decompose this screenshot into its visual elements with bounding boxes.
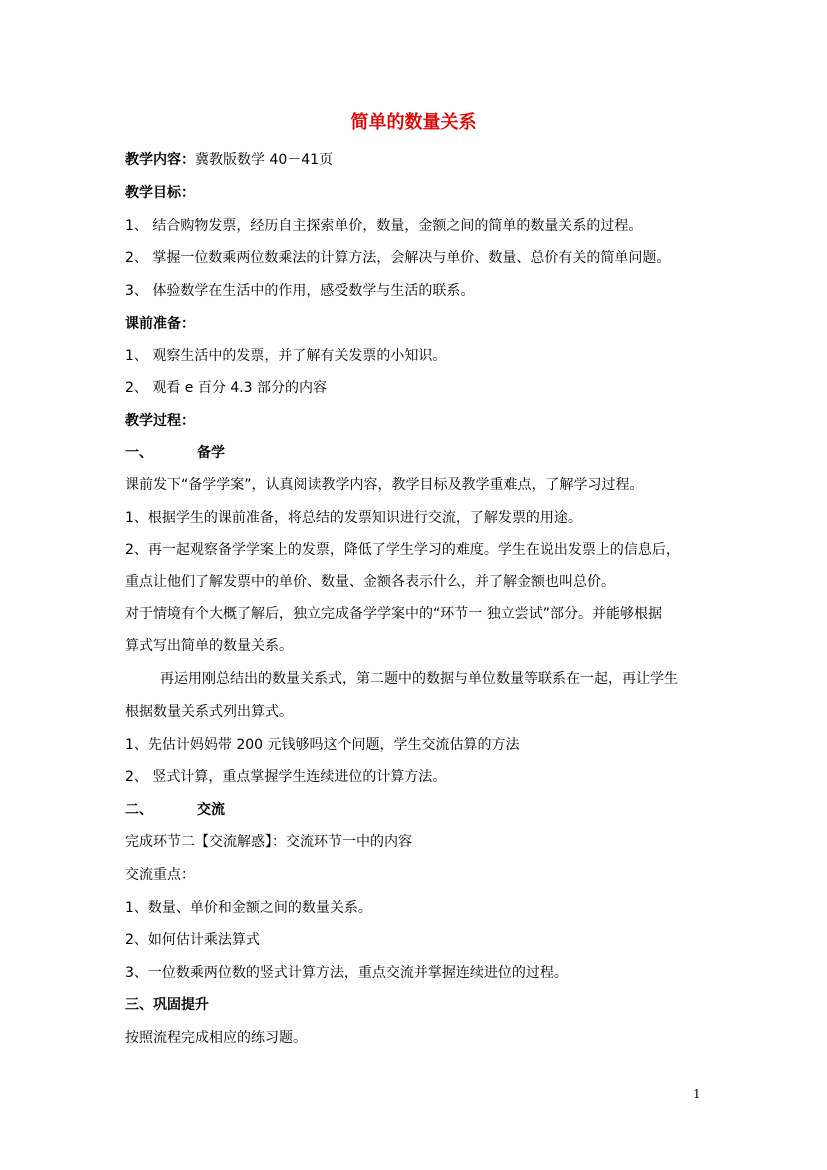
paragraph-line: 再运用刚总结出的数量关系式，第二题中的数据与单位数量等联系在一起，再让学生	[160, 671, 678, 687]
goal-item: 2、 掌握一位数乘两位数乘法的计算方法，会解决与单价、数量、总价有关的简单问题。	[125, 250, 671, 266]
paragraph-line: 完成环节二【交流解惑】：交流环节一中的内容	[125, 834, 412, 850]
process-heading: 教学过程：	[125, 413, 195, 429]
section1-title: 备学	[197, 445, 225, 461]
goals-heading: 教学目标：	[125, 185, 195, 201]
paragraph-line: 对于情境有个大概了解后，独立完成备学学案中的“环节一 独立尝试”部分。并能够根据	[125, 606, 662, 622]
prep-heading: 课前准备：	[125, 316, 195, 332]
paragraph-line: 2、如何估计乘法算式	[125, 932, 260, 948]
paragraph-line: 重点让他们了解发票中的单价、数量、金额各表示什么，并了解金额也叫总价。	[125, 574, 615, 590]
goal-item: 1、 结合购物发票，经历自主探索单价，数量，金额之间的简单的数量关系的过程。	[125, 218, 643, 234]
paragraph-line: 2、 竖式计算，重点掌握学生连续进位的计算方法。	[125, 769, 447, 785]
paragraph-line: 3、一位数乘两位数的竖式计算方法，重点交流并掌握连续进位的过程。	[125, 965, 568, 981]
section1-heading	[125, 443, 710, 463]
paragraph-line: 根据数量关系式列出算式。	[125, 704, 293, 720]
section2-heading	[125, 800, 710, 820]
goal-item: 3、 体验数学在生活中的作用，感受数学与生活的联系。	[125, 283, 475, 299]
paragraph-line: 1、数量、单价和金额之间的数量关系。	[125, 900, 372, 916]
paragraph-line: 1、根据学生的课前准备，将总结的发票知识进行交流，了解发票的用途。	[125, 510, 582, 526]
prep-item: 1、 观察生活中的发票，并了解有关发票的小知识。	[125, 348, 447, 364]
paragraph-line: 1、先估计妈妈带 200 元钱够吗这个问题，学生交流估算的方法	[125, 737, 520, 753]
paragraph-line: 交流重点：	[125, 867, 195, 883]
prep-item: 2、 观看 e 百分 4.3 部分的内容	[125, 380, 328, 396]
paragraph-line: 按照流程完成相应的练习题。	[125, 1030, 307, 1046]
paragraph-line: 算式写出简单的数量关系。	[125, 638, 293, 654]
paragraph-line: 课前发下“备学学案”，认真阅读教学内容，教学目标及教学重难点，了解学习过程。	[125, 477, 644, 493]
content-line	[125, 150, 710, 170]
section2-title: 交流	[197, 802, 225, 818]
section3-heading: 三、巩固提升	[125, 997, 209, 1013]
paragraph-line: 2、再一起观察备学学案上的发票，降低了学生学习的难度。学生在说出发票上的信息后，	[125, 542, 680, 558]
content-value: 冀教版数学 40－41页	[195, 152, 334, 168]
page-number: 1	[693, 1087, 701, 1101]
section1-number: 一、	[125, 445, 153, 461]
section2-number: 二、	[125, 802, 153, 818]
content-label: 教学内容：	[125, 152, 195, 168]
page-title: 简单的数量关系	[350, 112, 477, 133]
